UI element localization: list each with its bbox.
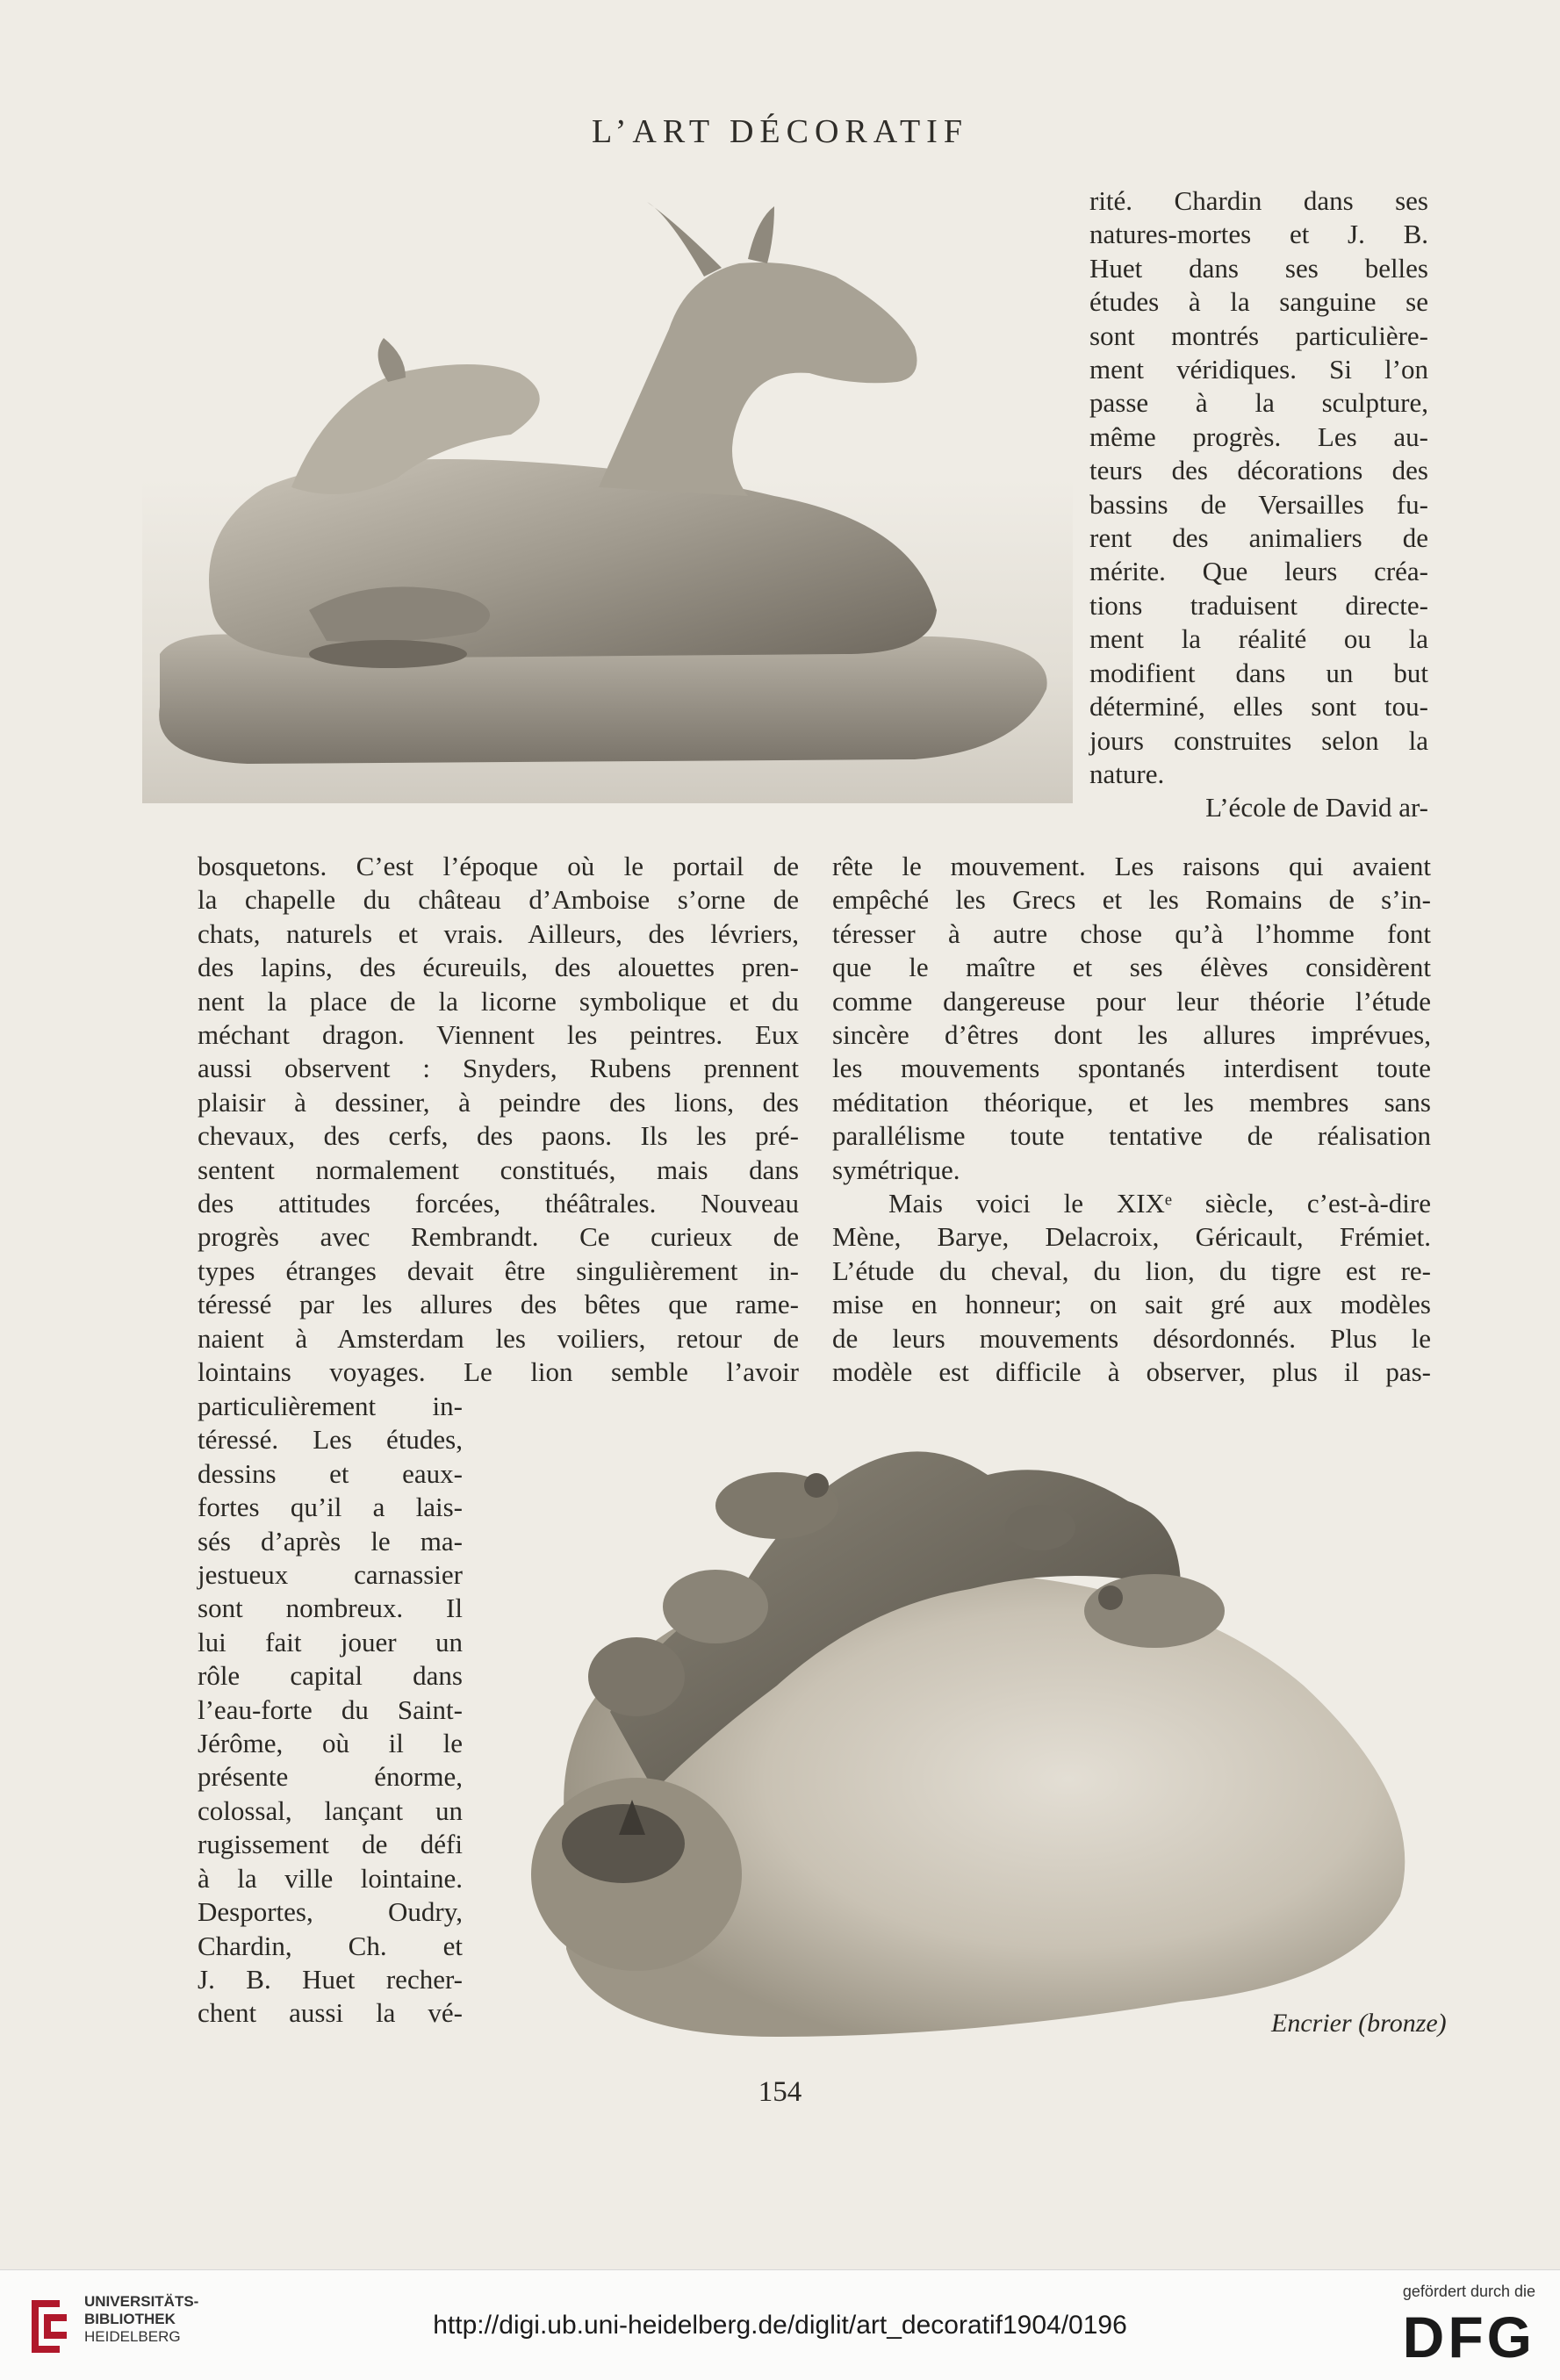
text-line: plaisir à dessiner, à peindre des lions, des: [198, 1086, 799, 1118]
text-line: Huet dans ses belles: [1089, 252, 1428, 284]
text-line: dessins et eaux-: [198, 1457, 463, 1489]
text-line: téresser à autre chose qu’à l’homme font: [832, 917, 1431, 949]
text-line: jestueux carnassier: [198, 1559, 463, 1591]
text-line: sont nombreux. Il: [198, 1593, 463, 1624]
text-line: bosquetons. C’est l’époque où le portail de: [198, 851, 799, 881]
text-line: rent des animaliers de: [1089, 522, 1428, 554]
text-line: chats, naturels et vrais. Ailleurs, des lévriers,: [198, 917, 799, 949]
text-line: études à la sanguine se: [1089, 286, 1428, 318]
text-line: sincère d’êtres dont les allures imprévues,: [832, 1019, 1431, 1051]
dfg-funding-logo[interactable]: [1360, 2283, 1535, 2370]
running-header: L’ART DÉCORATIF: [592, 113, 968, 150]
text-line: que le maître et ses élèves considèrent: [832, 952, 1431, 983]
text-column-left: [198, 850, 799, 1390]
text-line: nent la place de la licorne symbolique et du: [198, 985, 799, 1017]
text-line: présente énorme,: [198, 1761, 463, 1793]
text-line: natures-mortes et J. B.: [1089, 219, 1428, 250]
source-url-link[interactable]: http://digi.ub.uni-heidelberg.de/diglit/art_decoratif1904/0196: [433, 2311, 1127, 2340]
text-line: sont montrés particulière-: [1089, 320, 1428, 351]
text-line: rôle capital dans: [198, 1660, 463, 1692]
text-line: les mouvements spontanés interdisent toute: [832, 1053, 1431, 1084]
figure-caption: Encrier (bronze): [1271, 2009, 1447, 2038]
text-line: particulièrement in-: [198, 1391, 463, 1421]
text-line: teurs des décorations des: [1089, 455, 1428, 486]
text-line: même progrès. Les au-: [1089, 421, 1428, 452]
text-line: modèle est difficile à observer, plus il pas-: [832, 1356, 1431, 1388]
text-line: Jérôme, où il le: [198, 1728, 463, 1759]
text-line: ment véridiques. Si l’on: [1089, 354, 1428, 385]
text-line: sés d’après le ma-: [198, 1525, 463, 1557]
text-line: Mais voici le XIXᵉ siècle, c’est-à-dire: [888, 1188, 1431, 1219]
text-line: L’école de David ar-: [1205, 792, 1428, 823]
text-column-top-right: [1089, 184, 1428, 825]
text-line: lointains voyages. Le lion semble l’avoir: [198, 1356, 799, 1388]
text-line: de leurs mouvements désordonnés. Plus le: [832, 1322, 1431, 1354]
text-line: Desportes, Oudry,: [198, 1896, 463, 1928]
text-line: L’étude du cheval, du lion, du tigre est re-: [832, 1255, 1431, 1286]
text-line: des lapins, des écureuils, des alouettes pren-: [198, 952, 799, 983]
text-line: téressé par les allures des bêtes que rame-: [198, 1289, 799, 1320]
text-line: nature.: [1089, 758, 1165, 789]
footer-bar: [0, 2269, 1560, 2380]
library-name-line: UNIVERSITÄTS-: [84, 2293, 199, 2310]
text-line: ment la réalité ou la: [1089, 623, 1428, 655]
deer-sculpture-photo: [142, 198, 1073, 803]
text-line: modifient dans un but: [1089, 657, 1428, 688]
text-line: méchant dragon. Viennent les peintres. Eux: [198, 1019, 799, 1051]
text-line: chevaux, des cerfs, des paons. Ils les pré-: [198, 1120, 799, 1152]
dfg-logo-text: DFG: [1402, 2305, 1535, 2369]
text-line: chent aussi la vé-: [198, 1997, 463, 2029]
text-line: méditation théorique, et les membres sans: [832, 1086, 1431, 1118]
text-line: tions traduisent directe-: [1089, 589, 1428, 621]
text-line: mise en honneur; on sait gré aux modèles: [832, 1289, 1431, 1320]
inkwell-photo: [514, 1422, 1470, 2067]
text-line: J. B. Huet recher-: [198, 1963, 463, 1995]
text-line: aussi observent : Snyders, Rubens prennent: [198, 1053, 799, 1084]
text-line: la chapelle du château d’Amboise s’orne de: [198, 884, 799, 916]
text-line: mérite. Que leurs créa-: [1089, 556, 1428, 587]
text-line: Mène, Barye, Delacroix, Géricault, Frémiet.: [832, 1221, 1431, 1253]
text-line: comme dangereuse pour leur théorie l’étude: [832, 985, 1431, 1017]
text-column-right: [832, 850, 1431, 1390]
library-name-line: BIBLIOTHEK: [84, 2311, 176, 2327]
text-line: téressé. Les études,: [198, 1424, 463, 1456]
text-line: jours construites selon la: [1089, 724, 1428, 756]
page-number: 154: [758, 2076, 802, 2108]
text-line: bassins de Versailles fu-: [1089, 488, 1428, 520]
text-line: fortes qu’il a lais-: [198, 1492, 463, 1523]
text-line: rugissement de défi: [198, 1829, 463, 1860]
text-line: progrès avec Rembrandt. Ce curieux de: [198, 1221, 799, 1253]
text-line: parallélisme toute tentative de réalisation: [832, 1120, 1431, 1152]
library-name-line: HEIDELBERG: [84, 2328, 181, 2345]
text-line: à la ville lointaine.: [198, 1862, 463, 1894]
text-line: empêché les Grecs et les Romains de s’in-: [832, 884, 1431, 916]
text-column-left-narrow: [198, 1390, 463, 2031]
text-line: Chardin, Ch. et: [198, 1930, 463, 1961]
text-line: sentent normalement constitués, mais dans: [198, 1154, 799, 1185]
text-line: déterminé, elles sont tou-: [1089, 691, 1428, 723]
text-line: rête le mouvement. Les raisons qui avaient: [832, 851, 1431, 881]
text-line: lui fait jouer un: [198, 1626, 463, 1657]
text-line: symétrique.: [832, 1154, 960, 1185]
text-line: colossal, lançant un: [198, 1794, 463, 1826]
text-line: passe à la sculpture,: [1089, 387, 1428, 419]
text-line: l’eau-forte du Saint-: [198, 1693, 463, 1725]
text-line: types étranges devait être singulièrement in-: [198, 1255, 799, 1286]
funding-text: gefördert durch die: [1402, 2283, 1535, 2300]
text-line: des attitudes forcées, théâtrales. Nouveau: [198, 1188, 799, 1219]
text-line: naient à Amsterdam les voiliers, retour de: [198, 1322, 799, 1354]
text-line: rité. Chardin dans ses: [1089, 185, 1428, 216]
